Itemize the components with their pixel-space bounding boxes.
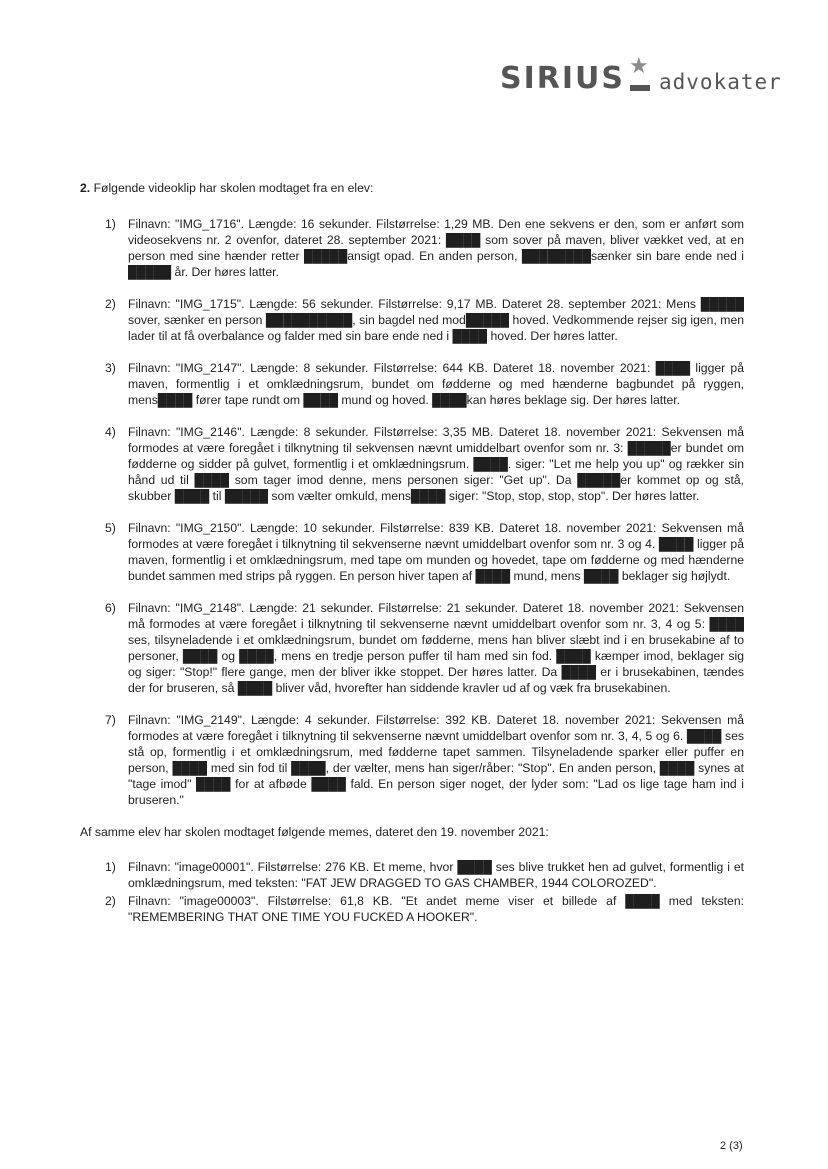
logo-sub-text: advokater bbox=[659, 70, 782, 94]
list-item-text: Filnavn: "IMG_2146". Længde: 8 sekunder. Filstørrelse: 3,35 MB. Dateret 18. november 2021: Sekvensen må formodes at være foregået i tilknytning til sekvensen nævnt umiddelbart ovenfor som nr. 3: █████er bundet om fødderne og sidder på gulvet, formentlig i et omklædningsrum. ████. siger: "Let me help you up" og rækker sin hånd ud til ████ som tager imod denne, mens personen siger: "Get up". Da █████er kommet op og stå, skubber ████ til █████ som vælter omkuld, mens████ siger: "Stop, stop, stop, stop". Der høres latter. bbox=[128, 425, 744, 503]
page-number: 2 (3) bbox=[720, 1140, 743, 1152]
list-item bbox=[80, 712, 744, 808]
list-item bbox=[80, 216, 744, 280]
list-item-text: Filnavn: "IMG_2147". Længde: 8 sekunder. Filstørrelse: 644 KB. Dateret 18. november 2021: ████ ligger på maven, formentlig i et omklædningsrum, bundet om fødderne og med hænderne bagbundet på ryggen, mens████ fører tape rundt om ████ mund og hoved. ████kan høres beklage sig. Der høres latter. bbox=[128, 361, 744, 407]
memes-list bbox=[80, 859, 744, 925]
list-marker: 1) bbox=[105, 217, 116, 231]
section-heading bbox=[80, 180, 744, 196]
list-marker: 1) bbox=[105, 860, 116, 874]
list-item bbox=[80, 424, 744, 504]
memes-intro-text: Af samme elev har skolen modtaget følgende memes, dateret den 19. november 2021: bbox=[80, 825, 549, 839]
list-marker: 7) bbox=[105, 713, 116, 727]
list-marker: 5) bbox=[105, 521, 116, 535]
list-marker: 2) bbox=[105, 297, 116, 311]
list-marker: 2) bbox=[105, 894, 116, 908]
list-item-text: Filnavn: "image00001". Filstørrelse: 276 KB. Et meme, hvor ████ ses blive trukket hen ad gulvet, formentlig i et omklædningsrum, med teksten: "FAT JEW DRAGGED TO GAS CHAMBER, 1944 COLOROZED". bbox=[128, 860, 744, 890]
list-marker: 3) bbox=[105, 361, 116, 375]
list-marker: 4) bbox=[105, 425, 116, 439]
section-title: Følgende videoklip har skolen modtaget fra en elev: bbox=[93, 181, 374, 195]
logo-brand-text: SIRIUS bbox=[500, 61, 625, 96]
list-item-text: Filnavn: "IMG_2148". Længde: 21 sekunder. Filstørrelse: 21 sekunder. Dateret 18. november 2021: Sekvensen må formodes at være foregået i tilknytning til sekvenserne nævnt umiddelbart ovenfor som nr. 3, 4 og 5: ████ ses, tilsyneladende i et omklædningsrum, bundet om fødderne, mens han bliver slæbt ind i en brusekabine af to personer, ████ og ████, mens en tredje person puffer til ham med sin fod. ████ kæmper imod, beklager sig og siger: "Stop!" flere gange, men der bliver ikke stoppet. Der høres latter. Da ████ er i brusekabinen, tændes der for bruseren, så ████ bliver våd, hvorefter han siddende kravler ud af og væk fra brusekabinen. bbox=[128, 601, 744, 695]
list-item-text: Filnavn: "image00003". Filstørrelse: 61,8 KB. "Et andet meme viser et billede af ████ med teksten: "REMEMBERING THAT ONE TIME YOU FUCKED A HOOKER". bbox=[128, 894, 744, 924]
list-item-text: Filnavn: "IMG_2149". Længde: 4 sekunder. Filstørrelse: 392 KB. Dateret 18. november 2021: Sekvensen må formodes at være foregået i tilknytning til sekvenserne nævnt umiddelbart ovenfor som nr. 3, 4, 5 og 6. ████ ses stå op, formentlig i et omklædningsrum, med fødderne tapet sammen. Tilsyneladende sparker eller puffer en person, ████ med sin fod til ████, der vælter, mens han siger/råber: "Stop". En anden person, ████ synes at "tage imod" ████ for at afbøde ████ fald. En person siger noget, der lyder som: "Lad os lige tage ham ind i bruseren." bbox=[128, 713, 744, 807]
section-number: 2. bbox=[80, 181, 91, 195]
list-item bbox=[80, 600, 744, 696]
list-marker: 6) bbox=[105, 601, 116, 615]
document-body bbox=[80, 180, 744, 927]
list-item-text: Filnavn: "IMG_1715". Længde: 56 sekunder. Filstørrelse: 9,17 MB. Dateret 28. september 2021: Mens █████ sover, sænker en person ██████████, sin bagdel ned mod█████ hoved. Vedkommende rejser sig igen, men lader til at få overbalance og falder med sin bare ende ned i ████ hoved. Der høres latter. bbox=[128, 297, 744, 343]
list-item bbox=[80, 859, 744, 891]
list-item-text: Filnavn: "IMG_2150". Længde: 10 sekunder. Filstørrelse: 839 KB. Dateret 18. november 2021: Sekvensen må formodes at være foregået i tilknytning til sekvenserne nævnt umiddelbart ovenfor som nr. 3 og 4. ████ ligger på maven, formentlig i et omklædningsrum, med tape om munden og hovedet, tape om fødderne og med hænderne bundet sammen med strips på ryggen. En person hiver tapen af ████ mund, mens ████ beklager sig højlydt. bbox=[128, 521, 744, 583]
list-item bbox=[80, 360, 744, 408]
list-item bbox=[80, 893, 744, 925]
list-item-text: Filnavn: "IMG_1716". Længde: 16 sekunder. Filstørrelse: 1,29 MB. Den ene sekvens er den, som er anført som videosekvens nr. 2 ovenfor, dateret 28. september 2021: ████ som sover på maven, bliver vækket ved, at en person med sine hænder retter █████ansigt opad. En anden person, ████████sænker sin bare ende ned i █████ år. Der høres latter. bbox=[128, 217, 744, 279]
sirius-advokater-logo bbox=[500, 54, 805, 94]
list-item bbox=[80, 520, 744, 584]
star-icon: ★ bbox=[629, 60, 651, 94]
video-clip-list bbox=[80, 216, 744, 808]
list-item bbox=[80, 296, 744, 344]
